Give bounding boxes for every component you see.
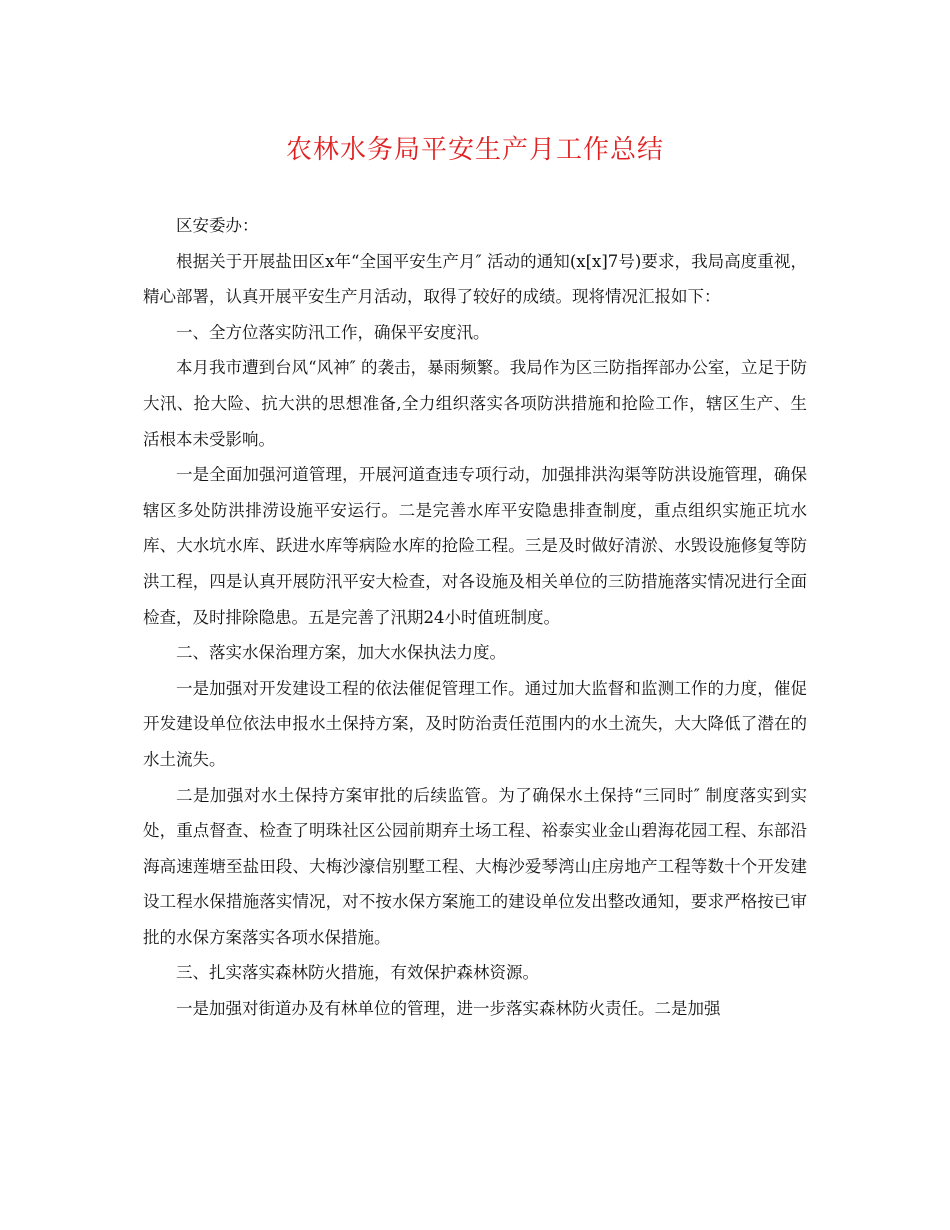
section-heading-1: 一、全方位落实防汛工作，确保平安度汛。 [176,322,490,342]
salutation: 区安委办： [176,216,259,235]
section-heading-3: 三、扎实落实森林防火措施，有效保护森林资源。 [176,963,539,983]
paragraph: 二是加强对水土保持方案审批的后续监管。为了确保水土保持“三同时″ 制度落实到实处，重点督查、检查了明珠社区公园前期弃土场工程、裕泰实业金山碧海花园工程、东部沿海高速莲塘至盐田段、大梅沙濠信别墅工程、大梅沙爱琴湾山庄房地产工程等数十个开发建设工程水保措施落实情况，对不按水保方案施工的建设单位发出整改通知，要求严格按已审批的水保方案落实各项水保措施。 [143,785,807,947]
document-body [143,208,807,1027]
paragraph-intro: 根据关于开展盐田区x年“全国平安生产月″ 活动的通知(x[x]7号)要求，我局高度重视，精心部署，认真开展平安生产月活动，取得了较好的成绩。现将情况汇报如下： [143,251,807,307]
paragraph: 一是加强对街道办及有林单位的管理，进一步落实森林防火责任。二是加强 [176,999,721,1019]
section-heading-2: 二、落实水保治理方案，加大水保执法力度。 [176,643,506,663]
paragraph: 一是全面加强河道管理，开展河道查违专项行动，加强排洪沟渠等防洪设施管理，确保辖区多处防洪排涝设施平安运行。二是完善水库平安隐患排查制度，重点组织实施正坑水库、大水坑水库、跃进水库等病险水库的抢险工程。三是及时做好清淤、水毁设施修复等防洪工程，四是认真开展防汛平安大检查，对各设施及相关单位的三防措施落实情况进行全面检查，及时排除隐患。五是完善了汛期24小时值班制度。 [143,465,807,627]
paragraph: 一是加强对开发建设工程的依法催促管理工作。通过加大监督和监测工作的力度，催促开发建设单位依法申报水土保持方案，及时防治责任范围内的水土流失，大大降低了潜在的水土流失。 [143,678,807,769]
paragraph: 本月我市遭到台风“风神″ 的袭击，暴雨频繁。我局作为区三防指挥部办公室，立足于防大汛、抢大险、抗大洪的思想准备,全力组织落实各项防洪措施和抢险工作，辖区生产、生活根本未受影响。 [143,358,807,449]
document-title: 农林水务局平安生产月工作总结 [285,135,664,165]
